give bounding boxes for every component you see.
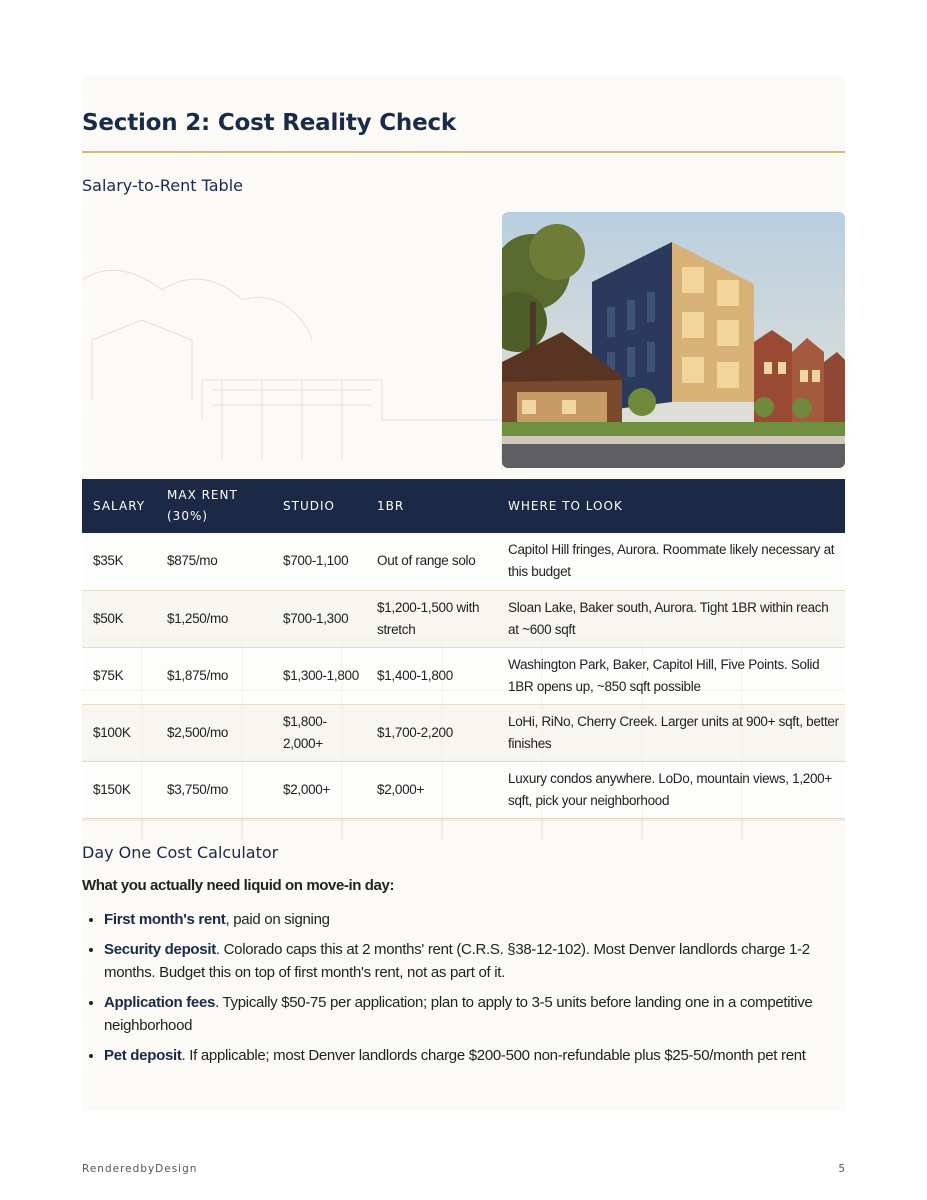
cost-detail: . Colorado caps this at 2 months' rent (C.R.S. §38-12-102). Most Denver landlords charge 1-2 months. Budget this on top of first month's rent, not as part of it. [104,941,810,981]
table-row [82,647,845,704]
cell-where-to-look: LoHi, RiNo, Cherry Creek. Larger units at 900+ sqft, better finishes [497,704,845,761]
cell-studio: $1,300-1,800 [272,647,366,704]
cost-term: First month's rent [104,911,226,928]
cell-where-to-look: Washington Park, Baker, Capitol Hill, Five Points. Solid 1BR opens up, ~850 sqft possible [497,647,845,704]
calculator-heading: Day One Cost Calculator [82,843,279,862]
title-underline [82,151,845,153]
cell-1br: $2,000+ [366,761,497,818]
section-title: Section 2: Cost Reality Check [82,110,457,136]
cell-1br: $1,700-2,200 [366,704,497,761]
cell-where-to-look: Sloan Lake, Baker south, Aurora. Tight 1BR within reach at ~600 sqft [497,590,845,647]
cell-1br: $1,200-1,500 with stretch [366,590,497,647]
table-row [82,704,845,761]
col-header-max-rent: MAX RENT (30%) [156,479,272,533]
cell-salary: $150K [82,761,156,818]
list-item [104,938,842,984]
cost-detail: . If applicable; most Denver landlords charge $200-500 non-refundable plus $25-50/month pet rent [181,1047,806,1064]
page-number: 5 [838,1163,845,1175]
salary-to-rent-table [82,479,845,819]
col-header-studio: STUDIO [272,479,366,533]
list-item [104,908,842,931]
table-row [82,590,845,647]
table-row [82,761,845,818]
neighborhood-photo [502,212,845,468]
cell-studio: $700-1,300 [272,590,366,647]
list-item [104,991,842,1037]
list-item [104,1044,842,1067]
cell-max-rent: $2,500/mo [156,704,272,761]
cell-studio: $2,000+ [272,761,366,818]
table-header-row [82,479,845,533]
cell-max-rent: $1,875/mo [156,647,272,704]
col-header-1br: 1BR [366,479,497,533]
cell-where-to-look: Capitol Hill fringes, Aurora. Roommate likely necessary at this budget [497,533,845,590]
cell-salary: $75K [82,647,156,704]
cell-1br: $1,400-1,800 [366,647,497,704]
col-header-salary: SALARY [82,479,156,533]
cost-detail: . Typically $50-75 per application; plan to apply to 3-5 units before landing one in a competitive neighborhood [104,994,813,1034]
cell-salary: $50K [82,590,156,647]
calculator-intro: What you actually need liquid on move-in day: [82,877,395,894]
cost-term: Security deposit [104,941,216,958]
table-row [82,533,845,590]
cell-studio: $1,800-2,000+ [272,704,366,761]
cost-term: Application fees [104,994,216,1011]
cell-salary: $35K [82,533,156,590]
salary-table-heading: Salary-to-Rent Table [82,176,243,195]
cell-where-to-look: Luxury condos anywhere. LoDo, mountain views, 1,200+ sqft, pick your neighborhood [497,761,845,818]
cell-salary: $100K [82,704,156,761]
cell-max-rent: $875/mo [156,533,272,590]
cost-term: Pet deposit [104,1047,182,1064]
cell-max-rent: $1,250/mo [156,590,272,647]
col-header-where-to-look: WHERE TO LOOK [497,479,845,533]
cell-1br: Out of range solo [366,533,497,590]
cell-studio: $700-1,100 [272,533,366,590]
move-in-cost-list [82,908,842,1074]
cost-detail: , paid on signing [225,911,330,928]
cell-max-rent: $3,750/mo [156,761,272,818]
footer-brand: RenderedbyDesign [82,1163,198,1175]
